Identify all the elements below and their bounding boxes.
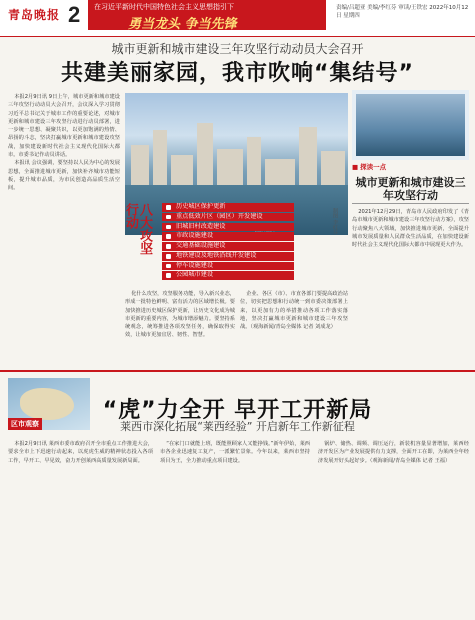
- article1-paragraph: 化什么攻坚，攻坚服务功能，导入新兴业态，形成一批特色鲜明、富有活力的区域增长极。要加快推进历史城区保护更新，让历史文化成为城市更新的重要内容，为城市增添魅力。要坚持系统观念，统筹推进各项攻坚任务，确保取得实效，让城市更加宜居、韧性、智慧。: [125, 291, 235, 339]
- article2-column-3: [318, 440, 469, 616]
- editor-credits: 责编/吕超亚 美编/李红芬 审读/王铁宏 2022年10月12日 星期四: [336, 5, 469, 19]
- point-item: 交通基础设施建设: [162, 242, 294, 251]
- article2-paragraph: 锅炉、储热、调频、调压运行，新装机容量显著增加，莱西经济开发区为产业发展提供有力支撑，全面开工在即，为莱西全年经济发展开好头起好步。（观海新闻/青岛全媒体 记者 王福）: [318, 441, 469, 464]
- article2-column-1: [8, 440, 153, 616]
- article1-paragraph: 本报2月9日讯 9日上午，城市更新和城市建设三年攻坚行动动员大会召开，会议深入学习贯彻习近平总书记关于城市工作的重要论述，对城市更新和城市建设三年攻坚行动进行动员部署，进一步统一思想、凝聚共识，以更加饱满的热情、昂扬的斗志，坚决打赢城市更新和城市建设攻坚战，加快建设新时代社会主义现代化国际大都市。市委书记作动员讲话。: [8, 94, 120, 159]
- article1-column-1: [8, 93, 120, 363]
- region-tag: 区市观察: [8, 418, 42, 430]
- article2-subtitle: 莱西市深化拓展“莱西经验” 开启新年工作新征程: [120, 420, 355, 433]
- point-item: 地铁建设及地铁沿线开发建设: [162, 252, 294, 261]
- point-item: 历史城区保护更新: [162, 203, 294, 212]
- article2-headline: “虎”力全开 早开工开新局: [102, 398, 373, 423]
- graphic-credit: 制图 李红芬: [332, 208, 338, 235]
- banner-slogan: 勇当龙头 争当先锋: [128, 17, 237, 30]
- top-banner: [88, 0, 326, 30]
- article2-paragraph: 本报2月9日讯 莱西市委市政府召开全市重点工作推进大会，要求全市上下迅速行动起来，以虎虎生威的精神状态投入各项工作，早开工、早见效，奋力开创莱西高质量发展新局面。: [8, 441, 153, 464]
- sidebar-rule: [352, 203, 469, 204]
- sidebar-tag: ■ 探读一点: [352, 162, 386, 171]
- point-item: 重点低效片区（园区）开发建设: [162, 213, 294, 222]
- article1-paragraph: 本报讯 会议强调，要坚持以人民为中心的发展思想，全面推进城市更新，加快补齐城市功能短板，提升城市品质，为市民创造高品质生活空间。: [8, 160, 120, 192]
- header-rule: [0, 36, 475, 37]
- point-item: 停车设施建设: [162, 262, 294, 271]
- masthead-title: 青岛晚报: [8, 8, 61, 22]
- page-header: [0, 0, 475, 36]
- point-item: 旧城旧村改造建设: [162, 223, 294, 232]
- sidebar-photo: [352, 90, 469, 160]
- article1-headline: 共建美丽家园，我市吹响“集结号”: [61, 61, 414, 86]
- article2-paragraph: “在家门口就能上班，既能照顾家人又能挣钱。”新年伊始，莱西市各企业迅速复工复产，一派繁忙景象。今年以来，莱西市坚持项目为王，全力推动重点项目建设。: [160, 441, 310, 464]
- section-divider: [0, 370, 475, 372]
- sidebar-paragraph: 2021年12月29日，青岛市人民政府印发了《青岛市城市更新和城市建设三年攻坚行动方案》，攻坚行动聚焦八大领域，加快推进城市更新，全面提升城市发展质量和人民群众生活品质，在加快建设新时代社会主义现代化国际大都市中展现更大作为。: [352, 209, 469, 249]
- article1-subtitle: 城市更新和城市建设三年攻坚行动动员大会召开: [111, 42, 364, 56]
- points-heading: 八大攻坚行动: [123, 203, 152, 255]
- points-list: [162, 203, 327, 281]
- sidebar-title: 城市更新和城市建设三年攻坚行动: [355, 176, 466, 202]
- banner-line1: 在习近平新时代中国特色社会主义思想指引下: [94, 3, 234, 11]
- page-number: 2: [68, 2, 81, 27]
- sidebar-body: [352, 208, 469, 366]
- article2-column-2: [160, 440, 310, 616]
- point-item: 市政设施建设: [162, 232, 294, 241]
- article1-column-3: [125, 290, 235, 366]
- article1-column-4: [240, 290, 348, 366]
- article1-paragraph: 企业、各区（市）、市直各部门要提高政治站位，切实把思想和行动统一到市委决策部署上来，以更加有力的举措推动各项工作落实落地，坚决打赢城市更新和城市建设三年攻坚战。（观海新闻/青岛全媒体 记者 刘成龙）: [240, 291, 348, 331]
- point-item: 公园城市建设: [162, 271, 294, 280]
